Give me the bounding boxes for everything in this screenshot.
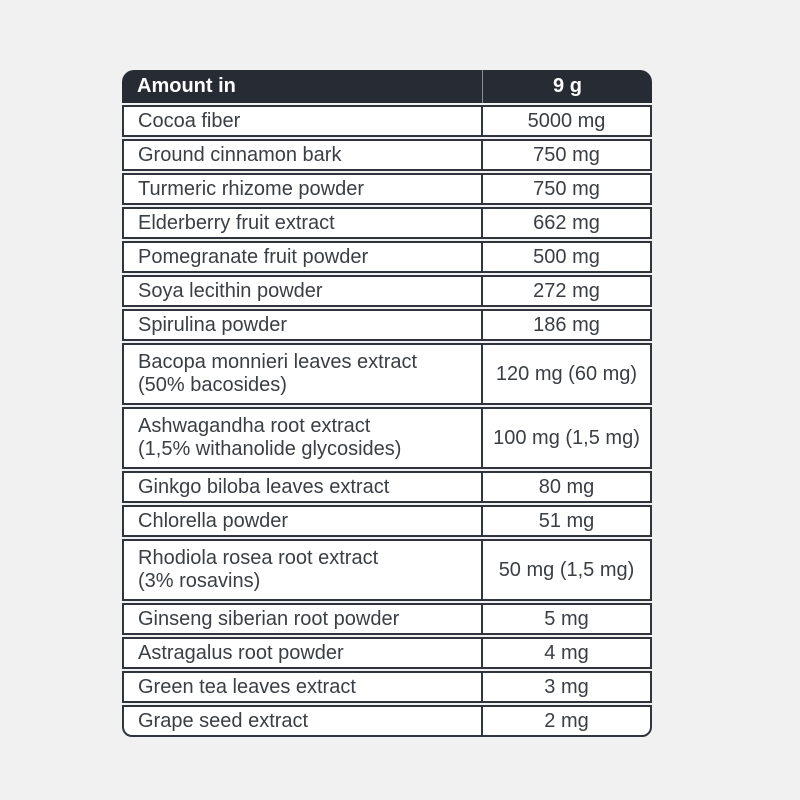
ingredient-amount: 186 mg: [533, 313, 600, 336]
ingredient-name: Pomegranate fruit powder: [138, 245, 369, 268]
ingredient-name-cell: [124, 473, 483, 501]
ingredient-name-cell: [124, 541, 483, 599]
table-row: [122, 603, 652, 635]
table-row: [122, 241, 652, 273]
ingredient-name-cell: [124, 243, 483, 271]
table-row: [122, 309, 652, 341]
ingredient-amount: 750 mg: [533, 143, 600, 166]
ingredient-amount: 5 mg: [544, 607, 589, 630]
ingredient-name-cell: [124, 673, 483, 701]
ingredient-name-cell: [124, 605, 483, 633]
ingredient-name: Rhodiola rosea root extract: [138, 547, 379, 569]
ingredient-amount: 51 mg: [538, 509, 595, 532]
ingredient-name-cell: [124, 707, 483, 735]
table-row: [122, 671, 652, 703]
ingredient-name-cell: [124, 639, 483, 667]
ingredient-amount: 272 mg: [533, 279, 600, 302]
ingredient-name-cell: [124, 209, 483, 237]
ingredient-name-cell: [124, 107, 483, 135]
ingredient-standardization: (50% bacosides): [138, 374, 287, 396]
ingredient-name-cell: [124, 277, 483, 305]
ingredient-amount: 662 mg: [533, 211, 600, 234]
ingredient-amount: 750 mg: [533, 177, 600, 200]
table-row: [122, 343, 652, 405]
ingredient-name: Grape seed extract: [138, 709, 309, 732]
table-header-row: [122, 70, 652, 103]
ingredient-amount: 4 mg: [544, 641, 589, 664]
table-row: [122, 139, 652, 171]
ingredient-name-cell: [124, 141, 483, 169]
header-serving-size: 9 g: [553, 75, 582, 97]
ingredient-name: Bacopa monnieri leaves extract: [138, 351, 418, 373]
ingredient-amount: 100 mg (1,5 mg): [493, 426, 640, 449]
ingredient-amount: 2 mg: [544, 709, 589, 732]
ingredient-amount: 500 mg: [533, 245, 600, 268]
ingredient-name: Cocoa fiber: [138, 109, 241, 132]
table-row: [122, 407, 652, 469]
table-row: [122, 105, 652, 137]
table-row: [122, 471, 652, 503]
ingredient-name: Ashwagandha root extract: [138, 415, 371, 437]
ingredient-name: Ground cinnamon bark: [138, 143, 342, 166]
ingredient-amount: 80 mg: [538, 475, 595, 498]
ingredient-name: Soya lecithin powder: [138, 279, 323, 302]
ingredient-amount: 5000 mg: [527, 109, 606, 132]
ingredient-name: Green tea leaves extract: [138, 675, 356, 698]
table-row: [122, 705, 652, 737]
table-row: [122, 505, 652, 537]
ingredient-name: Elderberry fruit extract: [138, 211, 335, 234]
ingredient-name-cell: [124, 311, 483, 339]
table-row: [122, 173, 652, 205]
ingredient-standardization: (3% rosavins): [138, 570, 261, 592]
ingredient-name: Chlorella powder: [138, 509, 289, 532]
ingredient-name: Turmeric rhizome powder: [138, 177, 364, 200]
table-row: [122, 207, 652, 239]
ingredient-name-cell: [124, 409, 483, 467]
ingredient-name-cell: [124, 345, 483, 403]
ingredient-name: Ginkgo biloba leaves extract: [138, 475, 390, 498]
ingredient-amount: 3 mg: [544, 675, 589, 698]
ingredient-name: Astragalus root powder: [138, 641, 344, 664]
table-row: [122, 539, 652, 601]
ingredient-amount: 120 mg (60 mg): [495, 362, 638, 385]
ingredient-name: Ginseng siberian root powder: [138, 607, 400, 630]
ingredient-standardization: (1,5% withanolide glycosides): [138, 438, 402, 460]
ingredient-name-cell: [124, 175, 483, 203]
header-amount-in: Amount in: [122, 70, 483, 103]
table-row: [122, 637, 652, 669]
table-row: [122, 275, 652, 307]
ingredient-name-cell: [124, 507, 483, 535]
supplement-facts-table: [122, 70, 652, 737]
ingredient-amount: 50 mg (1,5 mg): [498, 558, 635, 581]
ingredient-name: Spirulina powder: [138, 313, 287, 336]
